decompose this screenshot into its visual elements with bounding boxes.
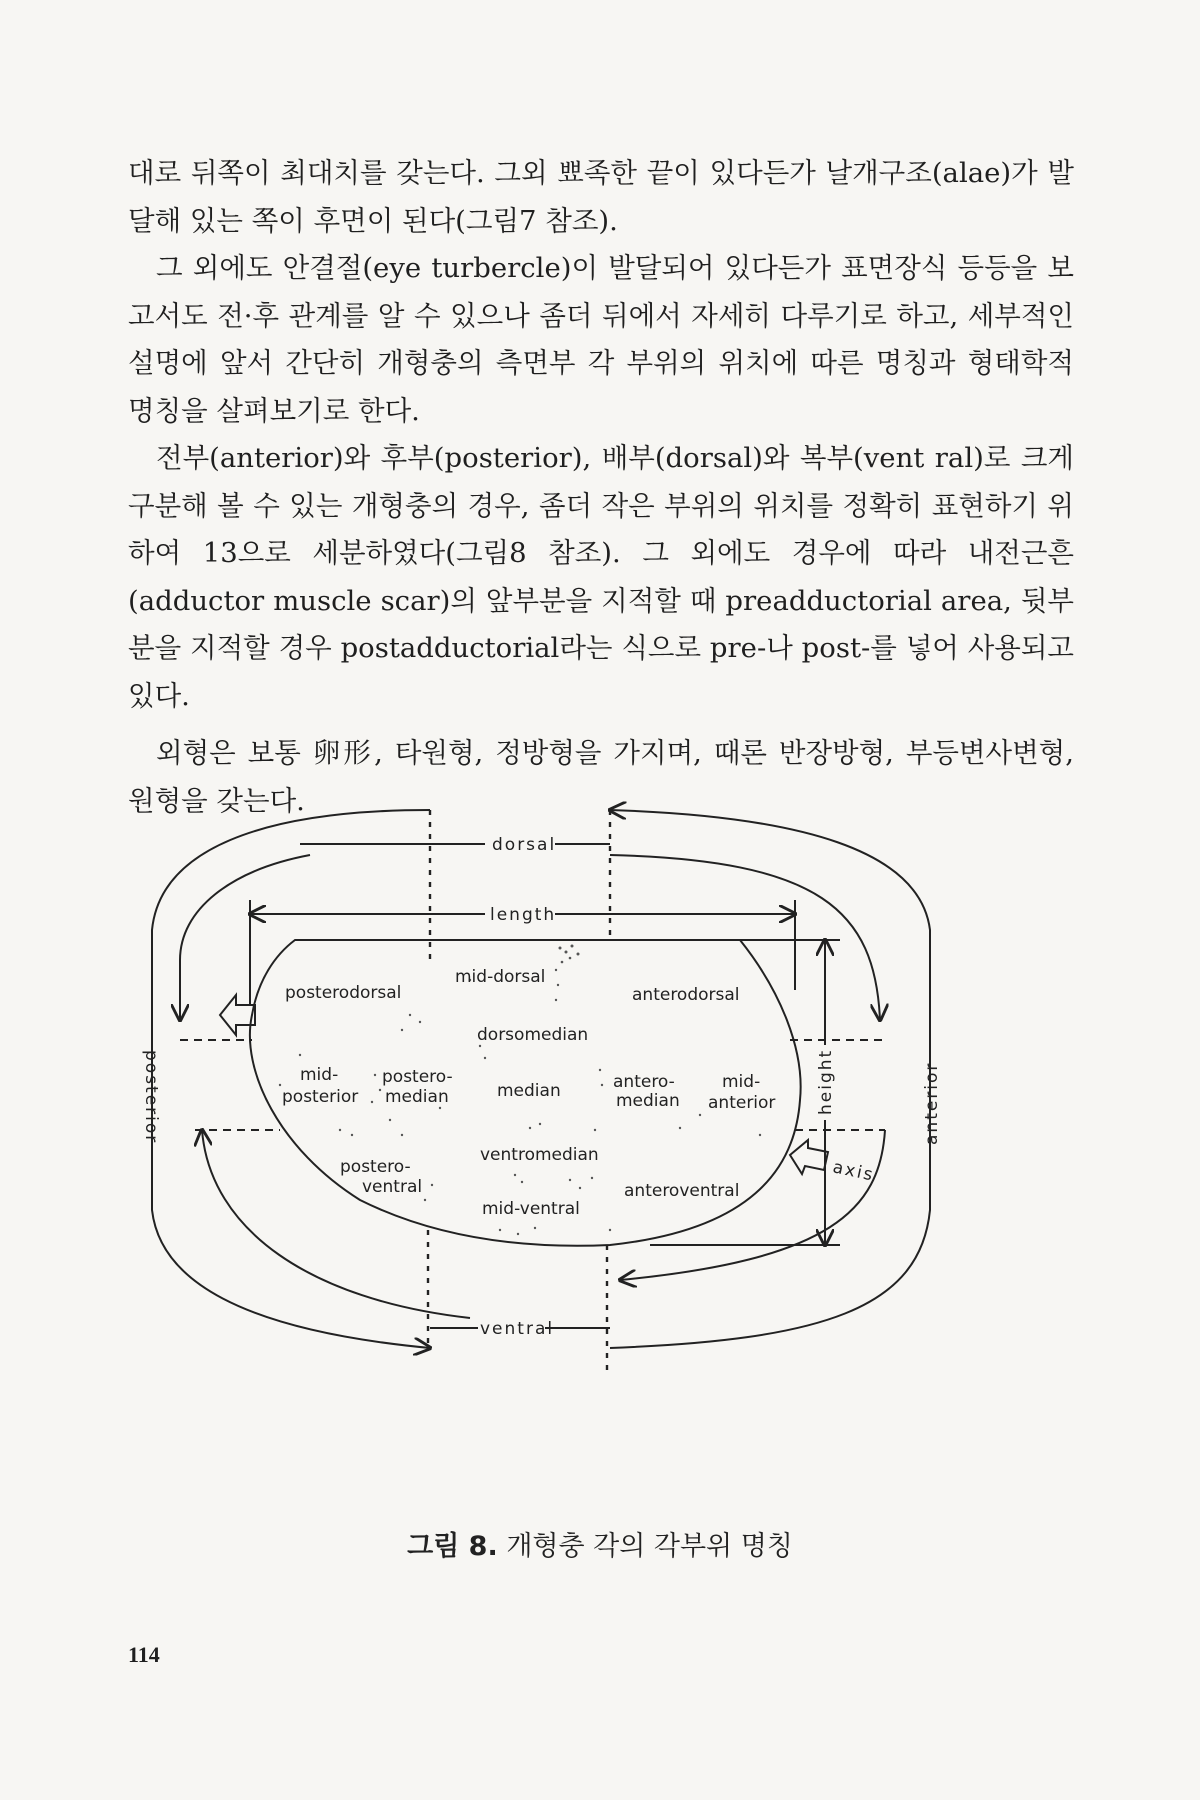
region-ventromedian: ventromedian [480, 1145, 599, 1165]
length-label: length [490, 905, 557, 925]
page-number: 114 [128, 1642, 160, 1667]
region-mid-posterior-2: posterior [282, 1087, 359, 1107]
region-mid-anterior-2: anterior [708, 1093, 776, 1113]
region-anteromedian-1: antero- [613, 1072, 675, 1092]
posterior-lower-arc [202, 1130, 470, 1318]
paragraph-3: 전부(anterior)와 후부(posterior), 배부(dorsal)와 복부(vent ral)로 크게 구분해 볼 수 있는 개형충의 경우, 좀더 작은 부위의 위치를 정확히 표현하기 위하여 13으로 세분하였다(그림8 참조). 그 외에도 경우에 따라 내전근흔(adductor muscle scar)의 앞부분을 지적할 때 preadductorial area, 뒷부분을 지적할 경우 postadductorial라는 식으로 pre-나 post-를 넣어 사용되고 있다. [128, 442, 1074, 712]
ostracod-carapace-diagram [140, 790, 1080, 1490]
region-posteromedian-1: postero- [382, 1067, 453, 1087]
diagram-svg [140, 790, 1080, 1490]
region-dorsomedian: dorsomedian [477, 1025, 589, 1045]
caption-label: 그림 8. [407, 1531, 498, 1562]
axis-label: axis [830, 1157, 877, 1186]
anterior-label: anterior [922, 1061, 942, 1145]
region-anteromedian-2: median [616, 1091, 680, 1111]
region-mid-ventral: mid-ventral [482, 1199, 580, 1219]
axis-arrow-right [790, 1140, 828, 1174]
body-text [128, 150, 1074, 825]
paragraph-2: 그 외에도 안결절(eye turbercle)이 발달되어 있다든가 표면장식 등등을 보고서도 전·후 관계를 알 수 있으나 좀더 뒤에서 자세히 다루기로 하고, 세부적인 설명에 앞서 간단히 개형충의 측면부 각 부위의 위치에 따른 명칭과 형태학적 명칭을 살펴보기로 한다. [128, 252, 1074, 427]
anterior-lower-arc [620, 1130, 885, 1280]
region-posterodorsal: posterodorsal [285, 983, 402, 1003]
region-mid-anterior-1: mid- [722, 1072, 761, 1092]
figure-caption [0, 1524, 1200, 1563]
ventral-label: ventral [480, 1319, 555, 1339]
caption-text: 개형충 각의 각부위 명칭 [506, 1531, 793, 1562]
posterior-label: posterior [141, 1050, 161, 1145]
region-anterodorsal: anterodorsal [632, 985, 740, 1005]
region-mid-dorsal: mid-dorsal [455, 967, 546, 987]
dorsal-label: dorsal [492, 835, 557, 855]
region-posteromedian-2: median [385, 1087, 449, 1107]
paragraph-4: 외형은 보통 卵形, 타원형, 정방형을 가지며, 때론 반장방형, 부등변사변형, 원형을 갖는다. [128, 737, 1074, 817]
region-posteroventral-2: ventral [362, 1177, 423, 1197]
region-mid-posterior-1: mid- [300, 1065, 339, 1085]
height-label: height [816, 1048, 836, 1115]
paragraph-1: 대로 뒤쪽이 최대치를 갖는다. 그외 뾰족한 끝이 있다든가 날개구조(alae)가 발달해 있는 쪽이 후면이 된다(그림7 참조). [128, 157, 1074, 237]
region-posteroventral-1: postero- [340, 1157, 411, 1177]
region-anteroventral: anteroventral [624, 1181, 740, 1201]
region-median: median [497, 1081, 561, 1101]
